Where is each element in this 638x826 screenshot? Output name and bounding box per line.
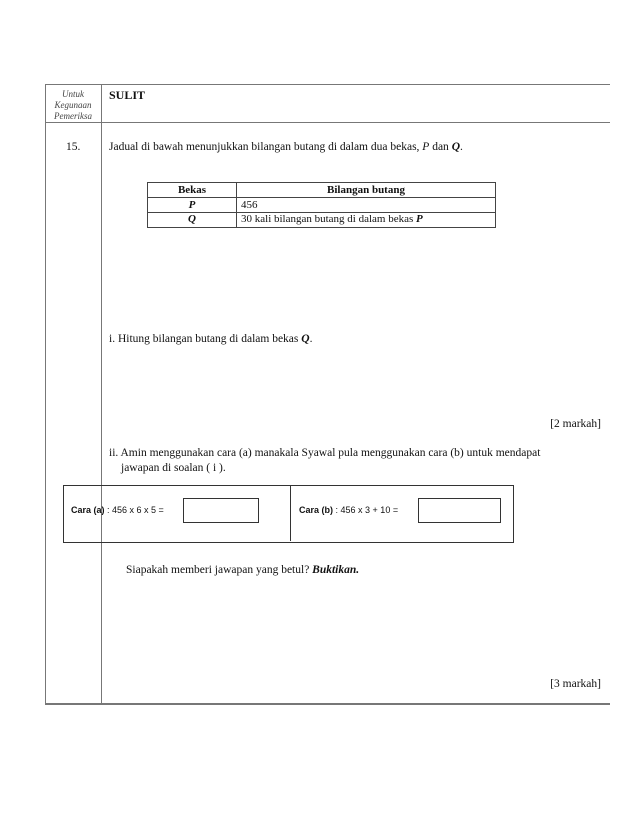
container-p: P [148,198,237,213]
question-number: 15. [66,141,81,153]
value-p-text: 456 [241,199,258,211]
part-ii-question-bold: Buktikan. [312,564,360,576]
table-header-row [148,183,496,198]
part-i-end: . [309,333,313,345]
margin-label-line1: Untuk [62,89,84,99]
intro-text: Jadual di bawah menunjukkan bilangan butang di dalam dua bekas, [109,141,420,153]
var-q: Q [451,141,460,153]
examiner-margin-label [46,89,100,122]
table-row [148,213,496,228]
value-q-text: 30 kali bilangan butang di dalam bekas [241,213,414,225]
table-row [148,198,496,213]
cara-a-label: Cara (a) [71,505,105,515]
cara-a-expr: : 456 x 6 x 5 = [107,505,164,515]
cara-b-label: Cara (b) [299,505,334,515]
top-border [45,84,610,85]
cara-a-answer-box[interactable] [183,498,259,523]
part-ii-marks: [3 markah] [550,678,601,690]
header-divider [45,122,610,123]
question-intro [109,140,463,155]
margin-label-line2: Kegunaan [54,100,92,110]
cara-b-text [299,505,398,515]
intro-end: . [460,141,463,153]
cara-b-expr: : 456 x 3 + 10 = [335,505,399,515]
part-ii-question [126,563,359,578]
header-bilangan: Bilangan butang [237,183,496,198]
cara-b-answer-box[interactable] [418,498,501,523]
part-ii-question-text: Siapakah memberi jawapan yang betul? [126,564,310,576]
value-q [237,213,496,228]
button-count-table [147,182,496,228]
bottom-border [45,703,610,705]
var-p: P [422,141,430,153]
part-ii-line1: ii. Amin menggunakan cara (a) manakala Syawal pula menggunakan cara (b) untuk mendapat [109,447,541,459]
part-i-marks: [2 markah] [550,418,601,430]
sulit-label: SULIT [109,88,146,102]
value-q-var: P [416,213,423,225]
part-i-var: Q [301,333,310,345]
part-ii-line2: jawapan di soalan ( i ). [121,462,226,474]
header-bekas: Bekas [148,183,237,198]
part-i-question [109,332,312,347]
part-i-text: i. Hitung bilangan butang di dalam bekas [109,333,299,345]
margin-label-line3: Pemeriksa [54,111,92,121]
container-q: Q [148,213,237,228]
cara-a-text [71,505,164,515]
margin-divider [101,84,102,704]
left-border [45,84,46,704]
intro-and: dan [432,141,449,153]
value-p [237,198,496,213]
